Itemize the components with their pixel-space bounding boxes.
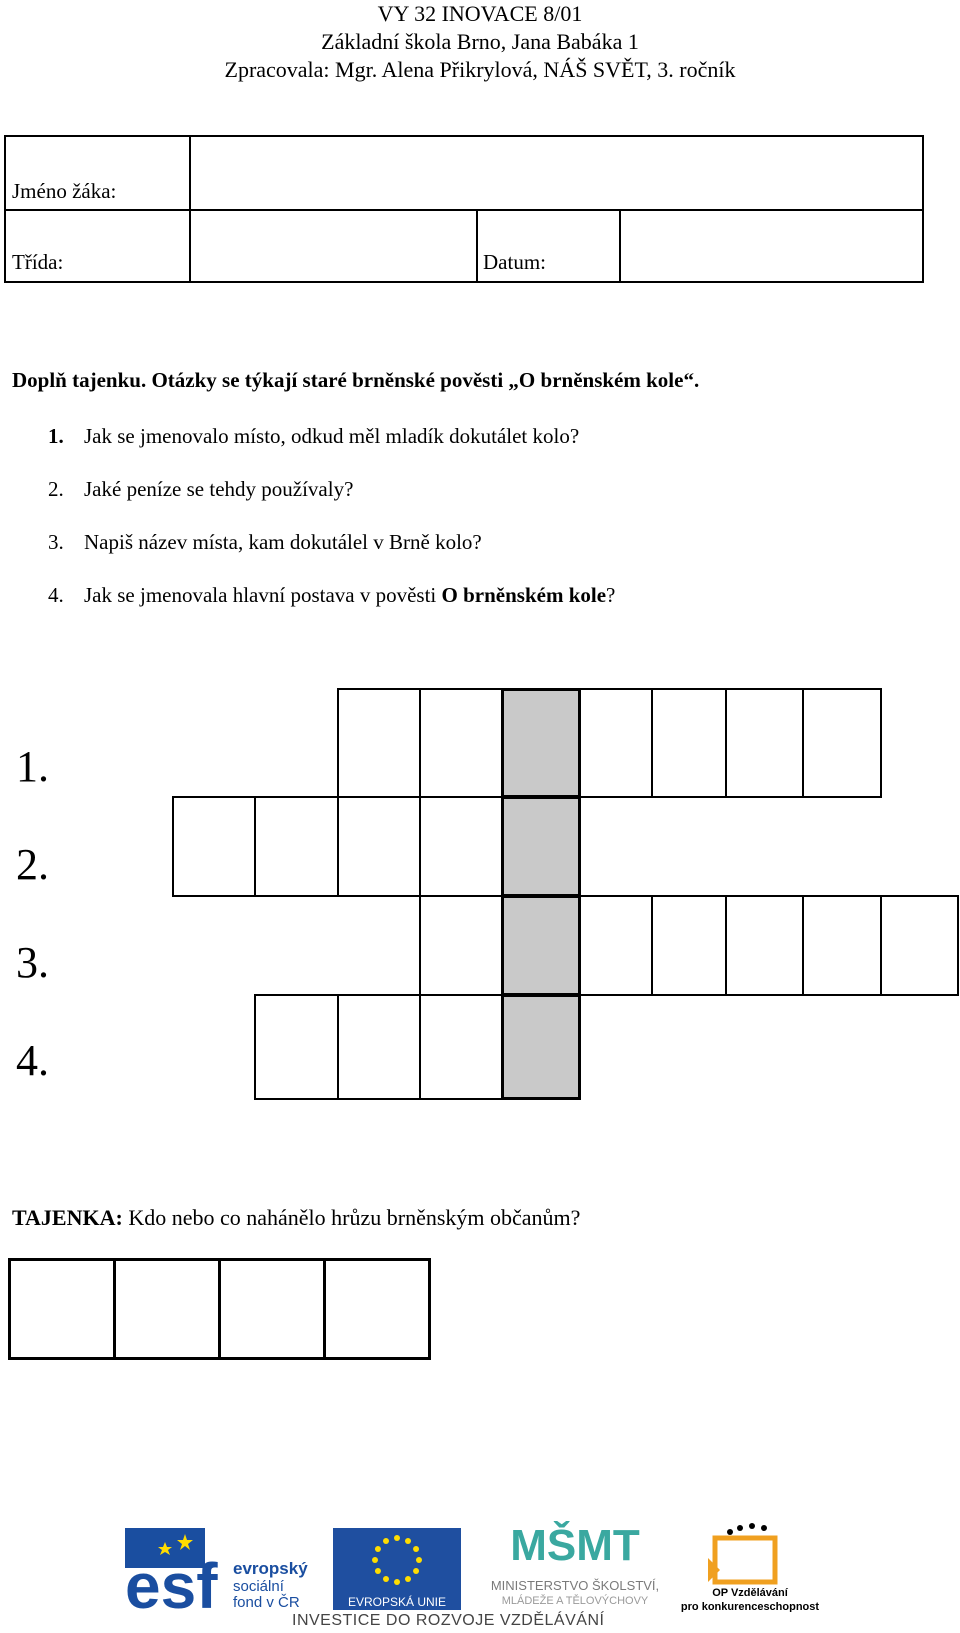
crossword-cell[interactable] — [172, 796, 256, 897]
crossword-cell[interactable] — [802, 688, 882, 798]
eu-star — [413, 1568, 419, 1574]
crossword-cell[interactable] — [337, 994, 421, 1100]
question-item: 2. Jaké peníze se tehdy používaly? — [48, 477, 354, 501]
crossword-cell[interactable] — [419, 895, 503, 996]
svg-text:sociální: sociální — [233, 1578, 284, 1595]
header-author: Zpracovala: Mgr. Alena Přikrylová, NÁŠ SVĚT, 3. ročník — [224, 57, 736, 82]
crossword-cell[interactable] — [579, 895, 653, 996]
esf-logo — [125, 1528, 325, 1610]
name-field[interactable] — [191, 137, 922, 209]
crossword-cell[interactable] — [579, 688, 653, 798]
eu-star — [372, 1557, 378, 1563]
eu-star — [413, 1546, 419, 1552]
eu-star — [394, 1535, 400, 1541]
row-label: 4. — [16, 1036, 49, 1085]
instruction-text: Doplň tajenku. Otázky se týkají staré brněnské pověsti „O brněnském kole“. — [12, 368, 700, 392]
date-field[interactable] — [621, 211, 922, 281]
crossword-key-cell[interactable] — [501, 994, 581, 1100]
class-field[interactable] — [191, 211, 476, 281]
svg-text:pro konkurenceschopnost: pro konkurenceschopnost — [680, 1601, 820, 1612]
tajenka-letter-box[interactable] — [113, 1258, 221, 1360]
crossword-cell[interactable] — [880, 895, 959, 996]
crossword-cell[interactable] — [802, 895, 882, 996]
tajenka-prompt: TAJENKA: Kdo nebo co nahánělo hrůzu brněnským občanům? — [12, 1205, 581, 1230]
op-vzdelavani-logo — [680, 1522, 840, 1612]
name-label: Jméno žáka: — [12, 179, 117, 203]
question-item: 3. Napiš název místa, kam dokutálel v Brně kolo? — [48, 530, 482, 554]
row-label: 1. — [16, 742, 49, 791]
class-label: Třída: — [12, 250, 64, 274]
svg-text:OP Vzdělávání: OP Vzdělávání — [712, 1587, 788, 1599]
question-item: 4. Jak se jmenovala hlavní postava v pověsti O brněnském kole? — [48, 583, 616, 607]
crossword-cell[interactable] — [419, 994, 503, 1100]
crossword-cell[interactable] — [419, 796, 503, 897]
esf-wordmark: esf — [125, 1550, 218, 1610]
eu-star — [405, 1538, 411, 1544]
crossword-key-cell[interactable] — [501, 796, 581, 897]
svg-text:MLÁDEŽE A TĚLOVÝCHOVY: MLÁDEŽE A TĚLOVÝCHOVY — [501, 1595, 649, 1607]
eu-star — [375, 1568, 381, 1574]
eu-flag-logo — [333, 1528, 461, 1610]
crossword-cell[interactable] — [254, 994, 339, 1100]
tajenka-letter-box[interactable] — [323, 1258, 431, 1360]
svg-text:evropský: evropský — [233, 1559, 308, 1578]
svg-text:fond v ČR: fond v ČR — [233, 1594, 300, 1610]
crossword-cell[interactable] — [725, 688, 804, 798]
eu-star — [383, 1576, 389, 1582]
eu-star — [405, 1576, 411, 1582]
document-header — [0, 0, 960, 84]
crossword-cell[interactable] — [651, 895, 727, 996]
row-label: 3. — [16, 938, 49, 987]
crossword-key-cell[interactable] — [501, 895, 581, 996]
date-label: Datum: — [483, 250, 546, 274]
crossword-cell[interactable] — [337, 796, 421, 897]
investment-slogan: INVESTICE DO ROZVOJE VZDĚLÁVÁNÍ — [292, 1612, 605, 1629]
svg-text:EVROPSKÁ UNIE: EVROPSKÁ UNIE — [347, 1595, 447, 1609]
student-info-table — [4, 135, 924, 283]
header-school: Základní škola Brno, Jana Babáka 1 — [321, 29, 639, 54]
eu-star — [394, 1579, 400, 1585]
question-list — [48, 422, 615, 634]
crossword-cell[interactable] — [254, 796, 339, 897]
crossword-cell[interactable] — [725, 895, 804, 996]
eu-star — [383, 1538, 389, 1544]
tajenka-letter-box[interactable] — [218, 1258, 326, 1360]
crossword-key-cell[interactable] — [501, 688, 581, 798]
header-code: VY 32 INOVACE 8/01 — [377, 1, 583, 26]
crossword-cell[interactable] — [337, 688, 421, 798]
eu-star — [375, 1546, 381, 1552]
row-label: 2. — [16, 840, 49, 889]
tajenka-letter-box[interactable] — [8, 1258, 116, 1360]
svg-text:MINISTERSTVO ŠKOLSTVÍ,: MINISTERSTVO ŠKOLSTVÍ, — [490, 1578, 660, 1593]
question-item: 1. Jak se jmenovalo místo, odkud měl mladík dokutálet kolo? — [48, 424, 580, 448]
eu-star — [416, 1557, 422, 1563]
crossword-cell[interactable] — [419, 688, 503, 798]
crossword-cell[interactable] — [651, 688, 727, 798]
msmt-wordmark: MŠMT — [510, 1521, 640, 1570]
msmt-logo — [470, 1520, 680, 1610]
